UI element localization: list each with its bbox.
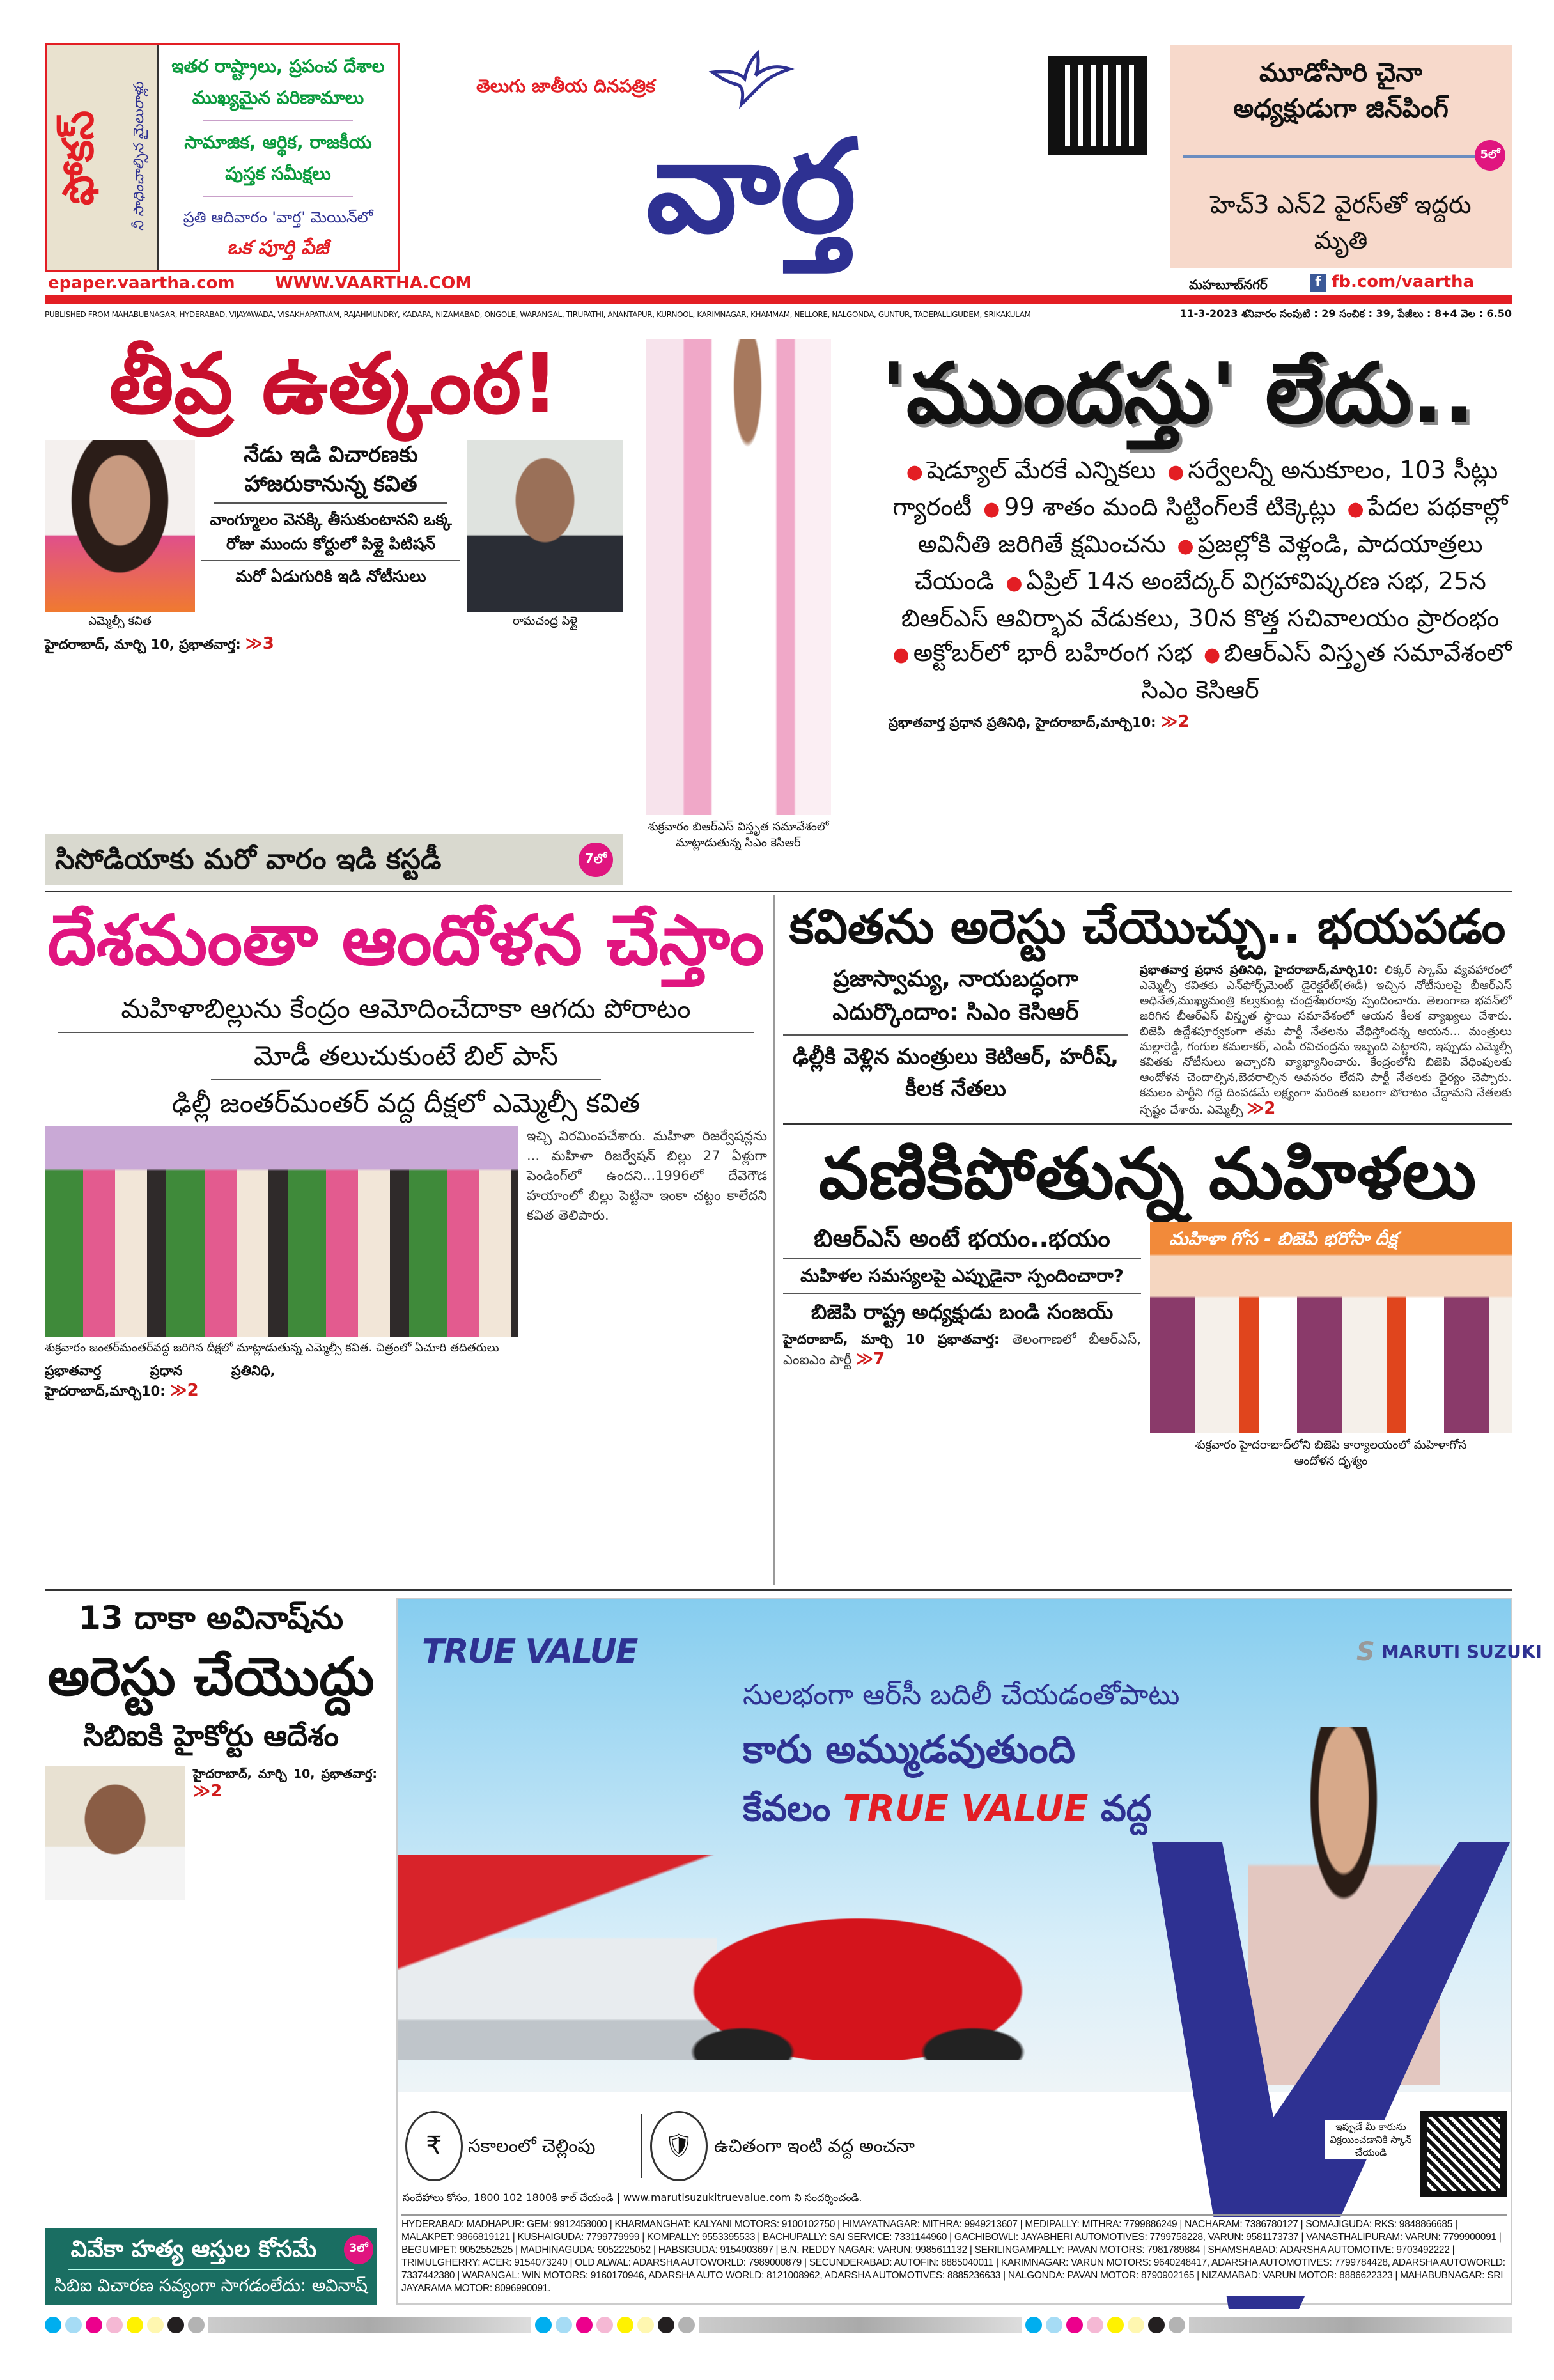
- ad-contact: సందేహాలు కోసం, 1800 102 1800కి కాల్ చేయండి | www.marutisuzukitruevalue.com ని సందర్శించండి.: [403, 2191, 1144, 2205]
- page-badge: 3లో: [344, 2235, 373, 2264]
- color-swatch: [1066, 2317, 1083, 2333]
- bullet-dot-icon: ●: [892, 644, 910, 666]
- color-swatch: [596, 2317, 613, 2333]
- avinash-photo: [45, 1766, 185, 1900]
- continued-marker[interactable]: ≫3: [245, 634, 274, 653]
- sidebar-teaser[interactable]: సిసోడియాకు మరో వారం ఇడి కస్టడీ 7లో: [45, 834, 623, 885]
- subheadline: మరో ఏడుగురికి ఇడి నోటీసులు: [235, 567, 426, 586]
- story-kcr-arrest: [783, 963, 1512, 1118]
- headline[interactable]: వణికిపోతున్న మహిళలు: [818, 1133, 1477, 1215]
- color-swatch: [65, 2317, 82, 2333]
- bullet-dot-icon: ●: [1177, 535, 1194, 557]
- headline[interactable]: తీవ్ర ఉత్కంఠ!: [109, 335, 559, 432]
- masthead-tagline: తెలుగు జాతీయ దినపత్రిక: [476, 75, 655, 97]
- suzuki-s-icon: S: [1356, 1637, 1375, 1667]
- color-swatch: [86, 2317, 102, 2333]
- bullet-item: ప్రజల్లోకి వెళ్లండి, పాదయాత్రలు చేయండి: [914, 530, 1483, 595]
- rupee-hand-icon: ₹: [405, 2111, 463, 2181]
- ad-qr-code[interactable]: [1420, 2111, 1507, 2197]
- true-value-logo: TRUE VALUE: [843, 1788, 1089, 1830]
- page-badge: 5లో: [1475, 140, 1505, 171]
- color-swatch: [637, 2317, 654, 2333]
- promo-box: [45, 43, 400, 272]
- promo-line: పుస్తక సమీక్షలు: [225, 163, 331, 184]
- bullet-list: [889, 456, 1512, 704]
- color-swatch: [188, 2317, 205, 2333]
- color-swatch: [556, 2317, 572, 2333]
- true-value-logo: TRUE VALUE: [422, 1633, 637, 1671]
- teaser-headline: మూడోసారి చైనా అధ్యక్షుడుగా జిన్‌పింగ్: [1233, 58, 1449, 123]
- color-swatch: [1046, 2317, 1062, 2333]
- gray-step-bar: [1189, 2317, 1512, 2333]
- qr-code[interactable]: [1048, 56, 1147, 155]
- pillai-photo: [467, 440, 623, 612]
- facebook-icon: f: [1310, 274, 1326, 292]
- page-badge: 7లో: [579, 843, 613, 877]
- red-car-graphic: [666, 1906, 1050, 2060]
- story-bjp: [783, 1222, 1512, 1585]
- color-swatch: [1087, 2317, 1103, 2333]
- subheadline: వాంగ్మూలం వెనక్కి తీసుకుంటానని ఒక్క రోజు ముందు కోర్టులో పిళ్లై పిటిషన్: [210, 510, 452, 553]
- edition-label: మహబూబ్‌నగర్: [1189, 277, 1268, 292]
- qr-caption: ఇప్పుడే మీ కారును విక్రయించడానికి స్కాన్ చేయండి: [1325, 2120, 1417, 2159]
- bullet-dot-icon: ●: [1167, 461, 1185, 483]
- continued-marker[interactable]: ≫2: [169, 1381, 199, 1400]
- bullet-dot-icon: ●: [1006, 572, 1023, 595]
- subheadline: మోడీ తలుచుకుంటే బిల్ పాస్: [253, 1040, 559, 1071]
- subheadline: సిబిఐకి హైకోర్టు ఆదేశం: [83, 1718, 339, 1753]
- related-story-box[interactable]: వివేకా హత్య ఆస్తుల కోసమే 3లో సిబిఐ విచారణ సవ్యంగా సాగడంలేదు: అవినాష్: [45, 2228, 377, 2305]
- promo-line: సామాజిక, ఆర్థిక, రాజకీయ: [184, 132, 372, 153]
- color-swatch: [1025, 2317, 1042, 2333]
- bullet-item: షెడ్యూల్ మేరకే ఎన్నికలు: [926, 456, 1164, 484]
- bullet-item: బిఆర్‌ఎస్ విస్తృత సమావేశంలో సిఎం కెసిఆర్: [1141, 639, 1512, 704]
- subheadline: ఢిల్లీకి వెళ్లిన మంత్రులు కెటిఆర్, హరీష్, కీలక నేతలు: [792, 1044, 1119, 1101]
- gray-step-bar: [208, 2317, 531, 2333]
- bullet-dot-icon: ●: [1347, 498, 1364, 520]
- masthead-logo: వార్త: [646, 113, 857, 261]
- bullet-dot-icon: ●: [906, 461, 923, 483]
- issue-dateline: 11-3-2023 శనివారం సంపుటి : 29 సంచిక : 39, పేజీలు : 8+4 వెల : 6.50: [1179, 307, 1512, 320]
- story-protest: [45, 896, 767, 1585]
- color-swatch: [535, 2317, 552, 2333]
- subheadline: ఢిల్లీ జంతర్‌మంతర్ వద్ద దీక్షలో ఎమ్మెల్సీ కవిత: [171, 1087, 641, 1119]
- color-swatch: [127, 2317, 143, 2333]
- photo-caption: రామచంద్ర పిళ్లై: [513, 614, 577, 628]
- protest-photo: [45, 1126, 518, 1337]
- subheadline: బిఆర్‌ఎస్ అంటే భయం..భయం: [814, 1224, 1110, 1252]
- kcr-bullets: [844, 453, 1512, 707]
- story-kcr: [844, 339, 1512, 885]
- published-from: PUBLISHED FROM MAHABUBNAGAR, HYDERABAD, VIJAYAWADA, VISAKHAPATNAM, RAJAHMUNDRY, KADAPA, NIZAMABAD, ONGOLE, WARANGAL, TIRUPATHI, ANANTAPUR, KURNOOL, KARIMNAGAR, KHAMMAM, NELLORE, NALGONDA, GUNTUR, TADEPALLIGUDEM, SRIKAKULAM: [45, 310, 1031, 319]
- dealer-list: HYDERABAD: MADHAPUR: GEM: 9912458000 | KHARMANGHAT: KALYANI MOTORS: 9100102750 | HIMAYATNAGAR: MITHRA: 9949213607 | MEDIPALLY: MITHRA: 7799886249 | NACHARAM: 7386780127 | SOMAJIGUDA: RKS: 9848866685 | MALAKPET: 9866819121 | KUSHAIGUDA: 7799779999 | KOMPALLY: 9553395533 | BACHUPALLY: SAI SERVICE: 7331144960 | GACHIBOWLI: JAYABHERI AUTOMOTIVES: 7799758228, VARUN: 9581173737 | VANASTHALIPURAM: VARUN: 7799900091 | BEGUMPET: 9052552525 | MADHINAGUDA: 9052225052 | HABSIGUDA: 9154903697 | B.N. REDDY NAGAR: VARUN: 9985611132 | SERILINGAMPALLY: PAVAN MOTORS: 7981789884 | SHAMSHABAD: ADARSHA AUTOMOTIVE: 9703492222 | TRIMULGHERRY: ACER: 9154073240 | OLD ALWAL: ADARSHA AUTOWORLD: 7989000879 | SECUNDERABAD: AUTOFIN: 8885040011 | KARIMNAGAR: VARUN MOTORS: 9640248417, ADARSHA AUTOMOTIVES: 7799784428, ADARSHA AUTOWORLD: 7337442380 | WARANGAL: WIN MOTORS: 9160170946, ADARSHA AUTO WORLD: 8121008962, ADARSHA AUTOMOTIVES: 8885236633 | NALGONDA: PAVAN MOTOR: 8790902165 | NIZAMABAD: VARUN MOTOR: 8886622323 | MAHABUBNAGAR: SRI JAYARAMA MOTOR: 8096990091.: [398, 2217, 1511, 2296]
- true-value-ad[interactable]: TRUE VALUE S MARUTI SUZUKI సులభంగా ఆర్‌సీ బదిలీ చేయడంతోపాటు కారు అమ్ముడవుతుంది కేవలం TRUE VALUE వద్ద ₹ సకాలంలో చెల్లింపు 🛡 ఉచితంగా ఇంటి వద్ద అంచనా సందేహాలు కోసం, 1800 102 1800కి కాల్ చేయండి | www.marutisuzukitruevalue.com ని సందర్శించండి. ఇప్పుడే మీ కారును విక్రయించడానికి స్కాన్ చేయండి HYDERABAD: MADHAPUR: GEM: 9912458000 | KHARMANGHAT: KALYANI MOTORS: 9100102750 | HIMAYATNAGAR: MITHRA: 9949213607 | MEDIPALLY: MITHRA: 7799886249 | NACHARAM: 7386780127 | SOMAJIGUDA: RKS: 9848866685 | MALAKPET: 9866819121 | KUSHAIGUDA: 7799779999 | KOMPALLY: 9553395533 | BACHUPALLY: SAI SERVICE: 7331144960 | GACHIBOWLI: JAYABHERI AUTOMOTIVES: 7799758228, VARUN: 9581173737 | VANASTHALIPURAM: VARUN: 7799900091 | BEGUMPET: 9052552525 | MADHINAGUDA: 9052225052 | HABSIGUDA: 9154903697 | B.N. REDDY NAGAR: VARUN: 9985611132 | SERILINGAMPALLY: PAVAN MOTORS: 7981789884 | SHAMSHABAD: ADARSHA AUTOMOTIVE: 9703492222 | TRIMULGHERRY: ACER: 9154073240 | OLD ALWAL: ADARSHA AUTOWORLD: 7989000879 | SECUNDERABAD: AUTOFIN: 8885040011 | KARIMNAGAR: VARUN MOTORS: 9640248417, ADARSHA AUTOMOTIVES: 7799784428, ADARSHA AUTOWORLD: 7337442380 | WARANGAL: WIN MOTORS: 9160170946, ADARSHA AUTO WORLD: 8121008962, ADARSHA AUTOMOTIVES: 8885236633 | NALGONDA: PAVAN MOTOR: 8790902165 | NIZAMABAD: VARUN MOTOR: 8886622323 | MAHABUBNAGAR: SRI JAYARAMA MOTOR: 8096990091.: [396, 1598, 1512, 2305]
- bullet-item: 99 శాతం మంది సిట్టింగ్‌లకే టిక్కెట్లు: [1004, 493, 1344, 521]
- subheadline: బిజెపి రాష్ట్ర అధ్యక్షుడు బండి సంజయ్: [811, 1300, 1114, 1324]
- gray-step-bar: [699, 2317, 1022, 2333]
- masthead-red-rule: [45, 295, 1512, 304]
- facebook-link[interactable]: f fb.com/vaartha: [1310, 272, 1474, 292]
- subheadline: మహిళల సమస్యలపై ఎప్పుడైనా స్పందించారా?: [800, 1265, 1124, 1286]
- epaper-link[interactable]: epaper.vaartha.com: [48, 274, 235, 293]
- dove-icon: [710, 50, 793, 110]
- color-swatch: [1107, 2317, 1124, 2333]
- kicker: 13 దాకా అవినాష్‌ను: [78, 1599, 344, 1637]
- ad-line: సులభంగా ఆర్‌సీ బదిలీ చేయడంతోపాటు: [743, 1679, 1180, 1711]
- story-avinash: [45, 1597, 377, 2305]
- subheadline: నేడు ఇడి విచారణకు హాజరుకానున్న కవిత: [244, 442, 418, 497]
- story-kavitha-ed: [45, 332, 623, 885]
- bullet-item: అక్టోబర్‌లో భారీ బహిరంగ సభ: [913, 639, 1200, 667]
- focus-brand-subtitle: నీ సాధించాల్సిన మైలురాళ్లు: [131, 82, 147, 231]
- bullet-item: పేదల పథకాల్లో అవినీతి జరిగితే క్షమించను: [917, 493, 1508, 558]
- color-registration-bar: [45, 2315, 1512, 2335]
- photo-banner: మహిళా గోస - బిజెపి భరోసా దీక్ష: [1169, 1228, 1397, 1249]
- story-body: ప్రభాతవార్త ప్రధాన ప్రతినిధి, హైదరాబాద్,మార్చి10: ≫2: [45, 1363, 276, 1400]
- headline[interactable]: అరెస్టు చేయొద్దు: [47, 1647, 375, 1707]
- promo-line: ఒక పూర్తి పేజీ: [227, 237, 329, 259]
- subheadline: మహిళాబిల్లును కేంద్రం ఆమోదించేదాకా ఆగదు పోరాటం: [121, 993, 691, 1024]
- continued-marker[interactable]: ≫2: [1247, 1099, 1276, 1118]
- maruti-suzuki-logo: S MARUTI SUZUKI: [1356, 1637, 1542, 1667]
- promo-line: ఇతర రాష్ట్రాలు, ప్రపంచ దేశాల: [171, 56, 385, 77]
- photo-caption: శుక్రవారం హైదరాబాద్‌లోని బిజెపి కార్యాలయంలో మహిళాగోస ఆందోళన దృశ్యం: [1195, 1438, 1467, 1468]
- story-body: ఇచ్చి విరమింపచేశారు. మహిళా రిజర్వేషన్లను ... మహిళా రిజర్వేషన్ బిల్లు 27 ఏళ్లుగా పెండింగ్‌లో ఉందని...1996లో దేవెగౌడ హయాంలో బిల్లు పెట్టినా ఇంకా చట్టం కాలేదని కవిత తెలిపారు.: [527, 1128, 767, 1223]
- car-shield-icon: 🛡: [650, 2111, 708, 2181]
- teaser-box[interactable]: [1170, 45, 1512, 268]
- promo-line: ముఖ్యమైన పరిణామాలు: [192, 87, 364, 108]
- subheadline: ప్రజాస్వామ్య, నాయబద్ధంగా ఎదుర్కొందాం: సిఎం కెసిఆర్: [832, 966, 1079, 1025]
- color-swatch: [45, 2317, 61, 2333]
- bullet-item: ఏప్రిల్ 14న అంబేద్కర్ విగ్రహావిష్కరణ సభ, 25న బిఆర్‌ఎస్ ఆవిర్భావ వేడుకలు, 30న కొత్త సచివాలయం ప్రారంభం: [901, 567, 1500, 632]
- story-body: హైదరాబాద్, మార్చి 10 ప్రభాతవార్త: తెలంగాణలో బీఆర్ఎస్, ఎంఐఎం పార్టీ ≫7: [783, 1332, 1141, 1369]
- continued-marker[interactable]: ≫2: [193, 1782, 222, 1801]
- photo-caption: ఎమ్మెల్సీ కవిత: [88, 614, 152, 628]
- story-body: హైదరాబాద్, మార్చి 10, ప్రభాతవార్త: ≫2: [193, 1767, 377, 1801]
- headline[interactable]: కవితను అరెస్టు చేయొచ్చు.. భయపడం: [789, 899, 1506, 954]
- website-link[interactable]: WWW.VAARTHA.COM: [275, 274, 472, 293]
- promo-line: ప్రతి ఆదివారం 'వార్త' మెయిన్‌లో: [183, 208, 373, 226]
- ad-line: కారు అమ్ముడవుతుంది: [743, 1727, 1076, 1772]
- ad-feature: ఉచితంగా ఇంటి వద్ద అంచనా: [714, 2135, 915, 2156]
- story-body: ప్రభాతవార్త ప్రధాన ప్రతినిధి, హైదరాబాద్,మార్చి10: లిక్కర్ స్కామ్ వ్యవహారంలో ఎమ్మెల్సీ కవితకు ఎన్‌ఫోర్స్‌మెంట్ డైరెక్టరేట్(ఈడీ) ఇచ్చిన నోటీసులపై బీఆర్ఎస్ అధినేత,ముఖ్యమంత్రి కల్వకుంట్ల చంద్రశేఖరరావు స్పందించారు. తెలంగాణ భవన్‌లో జరిగిన బీఆర్ఎస్ విస్తృత స్థాయి సమావేశంలో ఆయన కీలక వ్యాఖ్యలు చేశారు. బిజెపి ఉద్దేశపూర్వకంగా తమ పార్టీ నేతలను వేధిస్తోందన్న ఆయన... మంత్రులు మల్లారెడ్డి, గంగుల కమలాకర్, ఎంపీ రవిచంద్రను ఇబ్బంది పెట్టారని, ఇప్పుడు ఎమ్మెల్సీ కవితకు నోటీసులు ఇచ్చారని వ్యాఖ్యానించారు. కేంద్రంలోని బిజెపి వేధింపులకు ఆందోళన చెందాల్సిన,బెదరాల్సిన అవసరం లేదని పార్టీ నేతలకు ధైర్యం చెప్పారు. కమలం పార్టీని గద్దె దింపడమే లక్ష్యంగా మరింత బలంగా పోరాటం చేద్దామని నేతలకు స్పష్టం చేశారు. ఎమ్మెల్సీ ≫2: [1140, 963, 1512, 1118]
- color-swatch: [167, 2317, 184, 2333]
- photo-caption: శుక్రవారం బిఆర్‌ఎస్ విస్తృత సమావేశంలో మాట్లాడుతున్న సిఎం కెసిఆర్: [648, 820, 829, 850]
- bjp-protest-photo: [1150, 1222, 1512, 1433]
- color-swatch: [1169, 2317, 1185, 2333]
- bullet-dot-icon: ●: [1204, 644, 1221, 666]
- teaser-headline: హెచ్3 ఎన్2 వైరస్‌తో ఇద్దరు మృతి: [1210, 191, 1472, 254]
- headline[interactable]: దేశమంతా ఆందోళన చేస్తాం: [47, 901, 765, 981]
- color-swatch: [147, 2317, 164, 2333]
- focus-brand-title: ఫోకస్: [54, 110, 103, 206]
- continued-marker[interactable]: ≫2: [1160, 712, 1190, 731]
- story-body: హైదరాబాద్, మార్చి 10, ప్రభాతవార్త: ≫3: [45, 634, 274, 653]
- color-swatch: [1148, 2317, 1165, 2333]
- kcr-photo: [646, 339, 831, 815]
- bullet-item: సర్వేలన్నీ అనుకూలం, 103 సీట్లు గ్యారంటీ: [892, 456, 1498, 521]
- color-swatch: [678, 2317, 695, 2333]
- color-swatch: [617, 2317, 633, 2333]
- color-swatch: [106, 2317, 123, 2333]
- story-body: ప్రభాతవార్త ప్రధాన ప్రతినిధి, హైదరాబాద్,మార్చి10: ≫2: [889, 712, 1190, 731]
- headline[interactable]: 'ముందస్తు' లేదు..: [880, 345, 1475, 442]
- ad-feature: సకాలంలో చెల్లింపు: [468, 2135, 596, 2156]
- focus-brand-graphic: [47, 45, 159, 270]
- kavitha-photo: [45, 440, 195, 612]
- color-swatch: [1128, 2317, 1144, 2333]
- photo-caption: శుక్రవారం జంతర్‌మంతర్‌వద్ద జరిగిన దీక్షలో మాట్లాడుతున్న ఎమ్మెల్సీ కవిత. చిత్రంలో ఏచూరి తదితరులు: [45, 1341, 499, 1355]
- color-swatch: [658, 2317, 674, 2333]
- color-swatch: [576, 2317, 593, 2333]
- continued-marker[interactable]: ≫7: [855, 1349, 885, 1369]
- bullet-dot-icon: ●: [983, 498, 1000, 520]
- story-body: [45, 1904, 377, 2224]
